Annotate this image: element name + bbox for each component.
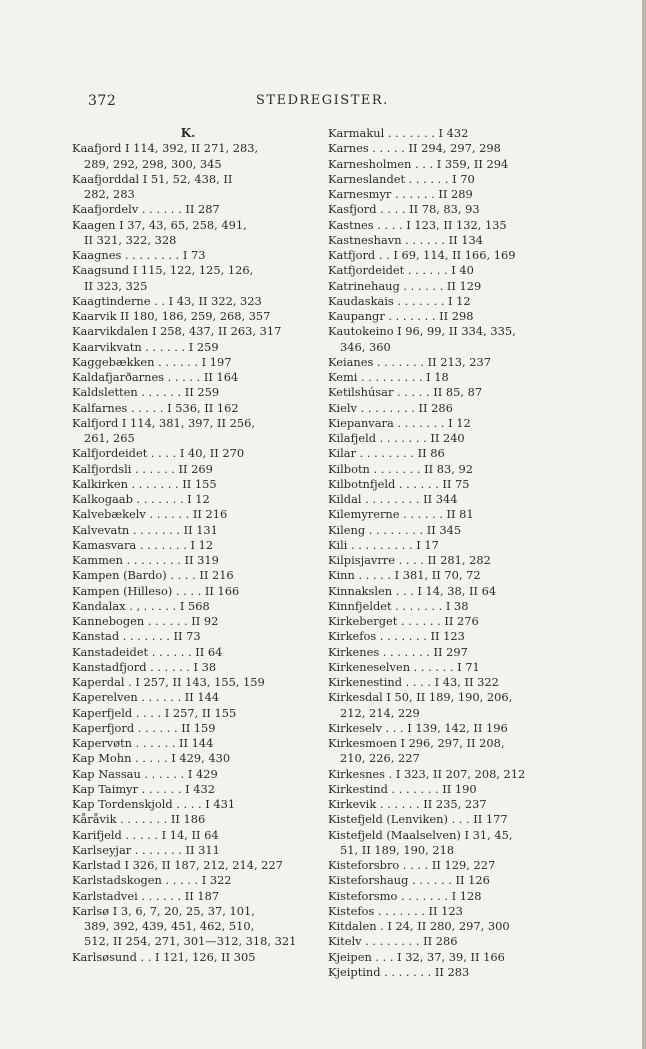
- index-entry-line: Kistefjeld (Maalselven) I 31, 45,: [328, 827, 513, 842]
- index-entry-line: Kirkenestind . . . . I 43, II 322: [328, 675, 499, 689]
- index-entry: [328, 919, 560, 934]
- index-entry-line: Kalfarnes . . . . . I 536, II 162: [72, 400, 239, 415]
- index-entry-line: Kaupangr . . . . . . . II 298: [328, 309, 474, 323]
- index-entry: [328, 828, 560, 859]
- index-entry-line: Kap Taimyr . . . . . . I 432: [72, 781, 215, 796]
- index-entry-line: Kanstadeidet . . . . . . II 64: [72, 644, 223, 659]
- index-entry-line: Kisteforshaug . . . . . . II 126: [328, 873, 490, 888]
- index-entry-line: Kaperdal . I 257, II 143, 155, 159: [72, 675, 265, 689]
- index-entry: [328, 431, 560, 446]
- index-entry-line: Kilar . . . . . . . . II 86: [328, 446, 445, 461]
- index-entry-line: Kaudaskais . . . . . . . I 12: [328, 293, 471, 308]
- index-entry: [328, 385, 560, 400]
- index-entry: [328, 690, 560, 721]
- index-entry-line: Kaarvikdalen I 258, 437, II 263, 317: [72, 324, 282, 339]
- index-entry: [72, 828, 304, 843]
- index-entry: [72, 782, 304, 797]
- index-entry: [328, 355, 560, 370]
- index-entry: [72, 324, 304, 339]
- index-entry-line: Kandalax . , . . . . . I 568: [72, 598, 210, 613]
- index-entry: [72, 736, 304, 751]
- index-entry-line: Kaagsund I 115, 122, 125, 126,: [72, 263, 254, 278]
- page-number: 372: [88, 93, 117, 109]
- index-entry-line: Kitdalen . I 24, II 280, 297, 300: [328, 919, 510, 933]
- index-entry: [328, 767, 560, 782]
- index-entry-line: Kastnes . . . . I 123, II 132, 135: [328, 217, 507, 232]
- index-entry-line: Karlseyjar . . . . . . . II 311: [72, 842, 220, 857]
- index-entry: [328, 233, 560, 248]
- index-entry-line: Kistefos . . . . . . . II 123: [328, 903, 463, 918]
- index-entry: [72, 767, 304, 782]
- index-entry-line: Kirkeselv . . . I 139, 142, II 196: [328, 720, 508, 735]
- index-entry: [72, 538, 304, 553]
- index-entry: [72, 797, 304, 812]
- index-entry: [328, 141, 560, 156]
- index-entry-line: Kammen . . . . . . . . II 319: [72, 553, 219, 567]
- index-entry-line: Karifjeld . . . . . I 14, II 64: [72, 827, 219, 842]
- index-entry: [72, 507, 304, 522]
- index-entry-line: Kjeiptind . . . . . . . II 283: [328, 964, 470, 979]
- index-entry: [328, 660, 560, 675]
- index-entry: [328, 172, 560, 187]
- index-entry-line: Karnes . . . . . II 294, 297, 298: [328, 141, 501, 156]
- index-entry: [328, 279, 560, 294]
- index-entry: [72, 660, 304, 675]
- index-entry-line: Kalvevatn . . . . . . . II 131: [72, 522, 218, 537]
- index-entry: [72, 614, 304, 629]
- index-entry-line: Karneslandet . . . . . . I 70: [328, 171, 475, 186]
- index-entry-line: Kaagen I 37, 43, 65, 258, 491,: [72, 217, 247, 232]
- index-entry: [328, 248, 560, 263]
- index-entry-line: Kautokeino I 96, 99, II 334, 335,: [328, 324, 516, 339]
- index-entry: [328, 202, 560, 217]
- index-entry: [328, 462, 560, 477]
- index-entry-line: Kirkevik . . . . . . II 235, 237: [328, 797, 487, 811]
- index-entry: [72, 523, 304, 538]
- index-entry-line: Kanstadfjord . . . . . . I 38: [72, 659, 217, 674]
- index-entry: [72, 584, 304, 599]
- index-entry: [328, 599, 560, 614]
- index-entry: [72, 904, 304, 950]
- index-entry-line: Kaggebækken . . . . . . I 197: [72, 354, 232, 369]
- index-entry: [328, 629, 560, 644]
- index-entry-line: Kilemyrerne . . . . . . II 81: [328, 507, 474, 522]
- index-entry-line: Kisteforsbro . . . . II 129, 227: [328, 858, 496, 872]
- index-entry: [328, 782, 560, 797]
- index-entry-continuation: 51, II 189, 190, 218: [340, 842, 455, 857]
- index-entry: [72, 248, 304, 263]
- index-entry-line: Kap Tordenskjold . . . . I 431: [72, 797, 236, 811]
- index-entry-line: Kemi . . . . . . . . . I 18: [328, 370, 449, 384]
- index-entry: [328, 675, 560, 690]
- index-entry: [328, 370, 560, 385]
- index-entry: [328, 416, 560, 431]
- index-entry-line: Kirkesnes . I 323, II 207, 208, 212: [328, 766, 526, 781]
- index-entry-line: Kalkogaab . . . . . . . I 12: [72, 492, 210, 506]
- index-entry: [72, 599, 304, 614]
- index-entry: [72, 263, 304, 294]
- page-edge: [642, 0, 646, 1049]
- index-entry: [328, 401, 560, 416]
- index-entry: [328, 904, 560, 919]
- index-entry: [72, 370, 304, 385]
- index-entry-line: Kilbotnfjeld . . . . . . II 75: [328, 476, 470, 491]
- index-entry-line: Kap Mohn . . . . . I 429, 430: [72, 751, 231, 766]
- index-entry-line: Kirkesmoen I 296, 297, II 208,: [328, 736, 505, 750]
- index-entry: [328, 736, 560, 767]
- index-entry-line: Karnesmyr . . . . . . II 289: [328, 187, 473, 201]
- index-entry: [72, 401, 304, 416]
- index-entry: [328, 614, 560, 629]
- index-entry-line: Kampen (Hilleso) . . . . II 166: [72, 583, 240, 598]
- index-entry-line: Kåråvik . . . . . . . II 186: [72, 812, 206, 827]
- index-entry-line: Kildal . . . . . . . . II 344: [328, 492, 458, 506]
- index-entry-line: Kilpisjavrre . . . . II 281, 282: [328, 553, 491, 567]
- index-entry-continuation: II 321, 322, 328: [84, 232, 177, 247]
- index-entry: [328, 446, 560, 461]
- index-entry: [328, 324, 560, 355]
- index-entry: [72, 675, 304, 690]
- index-entry-line: Keianes . . . . . . . II 213, 237: [328, 354, 491, 369]
- index-entry: [72, 172, 304, 203]
- index-entry-line: Ketilshúsar . . . . . II 85, 87: [328, 385, 483, 400]
- index-entry-continuation: 212, 214, 229: [340, 705, 420, 720]
- index-entry-line: Kirkeberget . . . . . . II 276: [328, 614, 479, 628]
- index-entry-continuation: 210, 226, 227: [340, 751, 420, 766]
- index-entry-line: Kaarvik II 180, 186, 259, 268, 357: [72, 309, 271, 323]
- index-entry-line: Karlsøsund . . I 121, 126, II 305: [72, 949, 256, 964]
- index-entry-line: Kaperfjord . . . . . . II 159: [72, 720, 216, 735]
- index-entry-line: Katrinehaug . . . . . . II 129: [328, 278, 482, 293]
- index-entry: [328, 126, 560, 141]
- index-entry-line: Kiepanvara . . . . . . . I 12: [328, 415, 471, 430]
- index-entry: [328, 584, 560, 599]
- index-entry: [72, 492, 304, 507]
- index-entry-line: Kinn . . . . . I 381, II 70, 72: [328, 568, 481, 583]
- index-entry-line: Kastneshavn . . . . . . II 134: [328, 232, 483, 247]
- index-entry: [328, 721, 560, 736]
- index-entry-line: Kalkirken . . . . . . . II 155: [72, 476, 217, 491]
- index-entry: [72, 645, 304, 660]
- index-entry: [328, 538, 560, 553]
- index-entry: [328, 812, 560, 827]
- index-entry: [328, 934, 560, 949]
- index-entry: [72, 950, 304, 965]
- index-entry: [72, 629, 304, 644]
- index-entry-line: Kistefjeld (Lenviken) . . . II 177: [328, 812, 508, 827]
- index-entry-line: Kileng . . . . . . . . II 345: [328, 522, 462, 537]
- index-entry-line: Katfjord . . I 69, 114, II 166, 169: [328, 248, 516, 262]
- index-entry-continuation: 346, 360: [340, 339, 391, 354]
- index-entry-line: Karmakul . . . . . . . I 432: [328, 126, 469, 140]
- index-entry-line: Kinnfjeldet . . . . . . . I 38: [328, 598, 469, 613]
- index-entry: [72, 858, 304, 873]
- index-entry-continuation: II 323, 325: [84, 278, 148, 293]
- index-entry: [328, 797, 560, 812]
- index-entry: [72, 873, 304, 888]
- index-entry: [328, 507, 560, 522]
- index-entry: [72, 309, 304, 324]
- index-entry-line: Kasfjord . . . . II 78, 83, 93: [328, 202, 480, 217]
- index-entry: [72, 751, 304, 766]
- index-entry-continuation: 512, II 254, 271, 301—312, 318, 321: [84, 934, 297, 949]
- index-entry: [72, 889, 304, 904]
- index-entry-line: Kitelv . . . . . . . . II 286: [328, 934, 458, 949]
- index-entry-continuation: 282, 283: [84, 187, 135, 201]
- index-entry: [328, 492, 560, 507]
- index-entry-line: Kilbotn . . . . . . . II 83, 92: [328, 461, 474, 476]
- index-entry: [328, 889, 560, 904]
- index-entry: [72, 477, 304, 492]
- index-entry: [328, 218, 560, 233]
- index-entry: [72, 812, 304, 827]
- index-entry-line: Kalfjord I 114, 381, 397, II 256,: [72, 415, 255, 430]
- index-entry: [72, 385, 304, 400]
- index-entry-line: Karlstad I 326, II 187, 212, 214, 227: [72, 858, 283, 872]
- index-entry-line: Kaperfjeld . . . . I 257, II 155: [72, 705, 237, 720]
- index-entry: [328, 965, 560, 980]
- index-entry: [72, 141, 304, 172]
- index-entry-line: Kirkenes . . . . . . . II 297: [328, 644, 468, 659]
- index-entry-line: Kamasvara . . . . . . . I 12: [72, 537, 214, 552]
- index-entry-continuation: 389, 392, 439, 451, 462, 510,: [84, 919, 255, 933]
- page-title: STEDREGISTER.: [256, 93, 389, 108]
- index-entry-line: Karnesholmen . . . I 359, II 294: [328, 156, 509, 171]
- index-entry-line: Kjeipen . . . I 32, 37, 39, II 166: [328, 949, 505, 964]
- index-entry-continuation: 261, 265: [84, 431, 135, 445]
- index-entry: [328, 858, 560, 873]
- index-entry-line: Kaafjorddal I 51, 52, 438, II: [72, 171, 233, 186]
- left-column: [72, 126, 304, 965]
- index-entry-line: Kilafjeld . . . . . . . II 240: [328, 431, 465, 445]
- index-entry: [72, 340, 304, 355]
- index-entry-continuation: 289, 292, 298, 300, 345: [84, 156, 222, 171]
- index-entry-line: Kirkeneselven . . . . . . I 71: [328, 659, 480, 674]
- section-heading: K.: [180, 126, 196, 140]
- index-entry-line: Karlstadskogen . . . . . I 322: [72, 873, 232, 888]
- index-entry: [328, 309, 560, 324]
- index-entry-line: Kielv . . . . . . . . II 286: [328, 400, 453, 415]
- index-entry-line: Kaafjordelv . . . . . . II 287: [72, 202, 220, 217]
- index-entry-line: Kaagtinderne . . I 43, II 322, 323: [72, 293, 262, 308]
- index-entry-line: Kalvebækelv . . . . . . II 216: [72, 507, 228, 522]
- index-entry: [328, 523, 560, 538]
- index-entry: [72, 446, 304, 461]
- index-entry: [328, 294, 560, 309]
- index-entry: [72, 416, 304, 447]
- index-entry-line: Kapervøtn . . . . . . II 144: [72, 736, 214, 750]
- index-entry-line: Kap Nassau . . . . . . I 429: [72, 766, 218, 781]
- index-entry: [328, 157, 560, 172]
- index-entry-line: Kalfjordeidet . . . . I 40, II 270: [72, 446, 245, 461]
- index-entry-line: Kisteforsmo . . . . . . . I 128: [328, 888, 482, 903]
- index-entry: [328, 187, 560, 202]
- index-entry-line: Kalfjordsli . . . . . . II 269: [72, 461, 213, 476]
- index-entry-line: Kaperelven . . . . . . II 144: [72, 690, 220, 705]
- index-entry-line: Kannebogen . . . . . . II 92: [72, 614, 219, 628]
- index-entry-line: Kirkesdal I 50, II 189, 190, 206,: [328, 690, 513, 705]
- index-entry: [72, 690, 304, 705]
- index-entry-line: Katfjordeidet . . . . . . I 40: [328, 263, 474, 278]
- index-entry-line: Kaldafjarðarnes . . . . . II 164: [72, 370, 239, 384]
- index-entry: [328, 568, 560, 583]
- index-entry-line: Kanstad . . . . . . . II 73: [72, 629, 201, 644]
- index-entry: [72, 553, 304, 568]
- index-entry-line: Kaldsletten . . . . . . II 259: [72, 385, 220, 400]
- index-entry: [72, 294, 304, 309]
- index-entry: [72, 843, 304, 858]
- index-entry-line: Kili . . . . . . . . . I 17: [328, 537, 439, 552]
- index-entry-line: Kirkefos . . . . . . . II 123: [328, 629, 465, 644]
- index-entry: [72, 706, 304, 721]
- index-entry: [328, 263, 560, 278]
- index-entry: [328, 873, 560, 888]
- index-entry-line: Kirkestind . . . . . . . II 190: [328, 781, 477, 796]
- index-entry-line: Kinnakslen . . . I 14, 38, II 64: [328, 583, 497, 598]
- index-entry: [328, 553, 560, 568]
- index-entry: [328, 477, 560, 492]
- index-entry-line: Karlstadvei . . . . . . II 187: [72, 888, 220, 903]
- index-entry: [328, 645, 560, 660]
- index-entry: [328, 950, 560, 965]
- index-entry-line: Kampen (Bardo) . . . . II 216: [72, 568, 234, 583]
- index-entry: [72, 462, 304, 477]
- index-entry-line: Kaafjord I 114, 392, II 271, 283,: [72, 141, 259, 156]
- index-entry-line: Kaarvikvatn . . . . . . I 259: [72, 339, 219, 354]
- right-column: [328, 126, 560, 980]
- index-entry: [72, 218, 304, 249]
- index-entry: [72, 568, 304, 583]
- index-entry: [72, 721, 304, 736]
- index-entry: [72, 355, 304, 370]
- index-entry-line: Karlsø I 3, 6, 7, 20, 25, 37, 101,: [72, 903, 255, 918]
- index-entry: [72, 202, 304, 217]
- index-entry-line: Kaagnes . . . . . . . . I 73: [72, 248, 206, 262]
